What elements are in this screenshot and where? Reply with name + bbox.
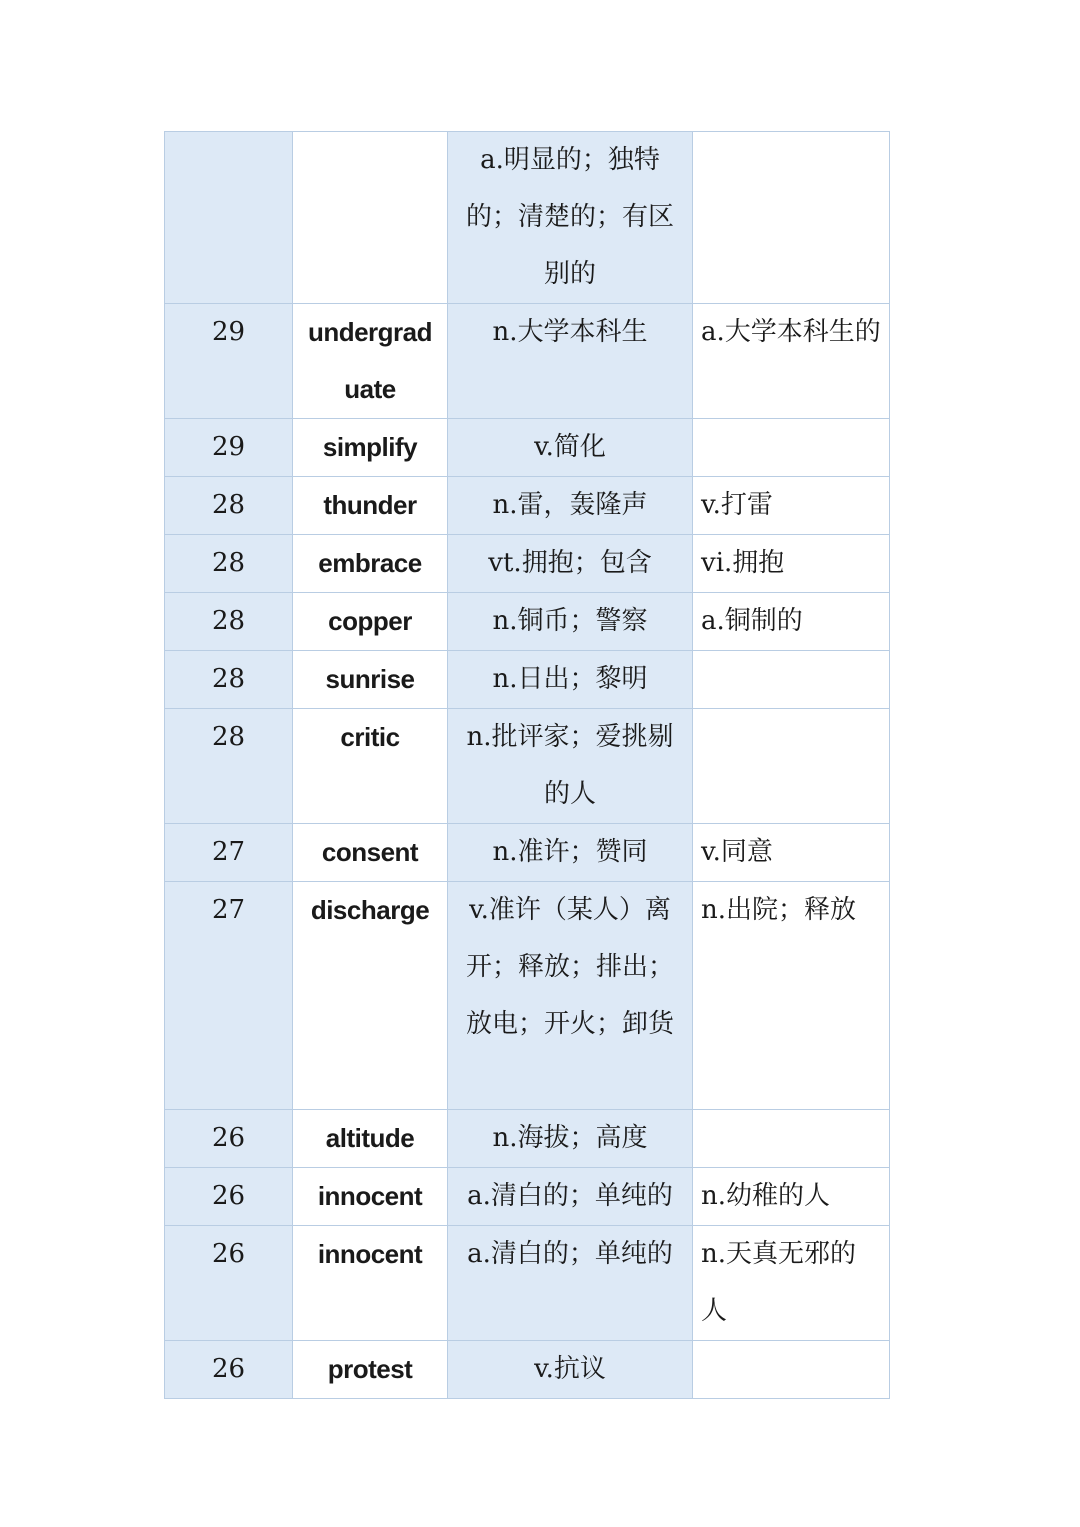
meaning-cell: a.明显的；独特的；清楚的；有区别的 [448,132,693,304]
word-cell: altitude [293,1110,448,1168]
meaning-cell: v.抗议 [448,1341,693,1399]
other-meaning-cell [693,419,890,477]
frequency-cell: 26 [165,1110,293,1168]
word-cell: innocent [293,1168,448,1226]
frequency-cell: 29 [165,304,293,419]
frequency-cell: 28 [165,477,293,535]
frequency-cell: 28 [165,535,293,593]
word-cell: innocent [293,1226,448,1341]
word-cell: embrace [293,535,448,593]
table-row [165,477,890,535]
frequency-cell: 29 [165,419,293,477]
frequency-cell: 28 [165,651,293,709]
word-cell: simplify [293,419,448,477]
other-meaning-cell: a.铜制的 [693,593,890,651]
word-cell: sunrise [293,651,448,709]
other-meaning-cell [693,1110,890,1168]
frequency-cell: 28 [165,709,293,824]
word-cell: discharge [293,882,448,1110]
table-row [165,593,890,651]
frequency-cell: 26 [165,1226,293,1341]
meaning-cell: n.日出；黎明 [448,651,693,709]
meaning-cell: n.雷，轰隆声 [448,477,693,535]
meaning-cell: n.海拔；高度 [448,1110,693,1168]
frequency-cell: 27 [165,824,293,882]
word-cell: undergraduate [293,304,448,419]
table-row [165,304,890,419]
meaning-cell: n.批评家；爱挑剔的人 [448,709,693,824]
table-row [165,1226,890,1341]
other-meaning-cell [693,709,890,824]
table-row [165,824,890,882]
word-cell: copper [293,593,448,651]
frequency-cell [165,132,293,304]
word-cell: consent [293,824,448,882]
frequency-cell: 27 [165,882,293,1110]
other-meaning-cell [693,132,890,304]
table-row [165,535,890,593]
frequency-cell: 26 [165,1341,293,1399]
meaning-cell: n.铜币；警察 [448,593,693,651]
meaning-cell: n.准许；赞同 [448,824,693,882]
frequency-cell: 28 [165,593,293,651]
word-cell: thunder [293,477,448,535]
meaning-cell: a.清白的；单纯的 [448,1226,693,1341]
table-row [165,709,890,824]
other-meaning-cell: n.幼稚的人 [693,1168,890,1226]
meaning-cell: a.清白的；单纯的 [448,1168,693,1226]
table-row [165,1168,890,1226]
other-meaning-cell: a.大学本科生的 [693,304,890,419]
frequency-cell: 26 [165,1168,293,1226]
vocabulary-table [164,131,890,1399]
table-row [165,882,890,1110]
table-row [165,1341,890,1399]
table-row [165,132,890,304]
other-meaning-cell [693,1341,890,1399]
table-row [165,1110,890,1168]
table-row [165,651,890,709]
meaning-cell: v.简化 [448,419,693,477]
word-cell [293,132,448,304]
table-row [165,419,890,477]
other-meaning-cell [693,651,890,709]
meaning-cell: v.准许（某人）离开；释放；排出；放电；开火；卸货 [448,882,693,1110]
meaning-cell: vt.拥抱；包含 [448,535,693,593]
meaning-cell: n.大学本科生 [448,304,693,419]
other-meaning-cell: vi.拥抱 [693,535,890,593]
other-meaning-cell: v.打雷 [693,477,890,535]
word-cell: critic [293,709,448,824]
other-meaning-cell: v.同意 [693,824,890,882]
other-meaning-cell: n.出院；释放 [693,882,890,1110]
other-meaning-cell: n.天真无邪的人 [693,1226,890,1341]
word-cell: protest [293,1341,448,1399]
